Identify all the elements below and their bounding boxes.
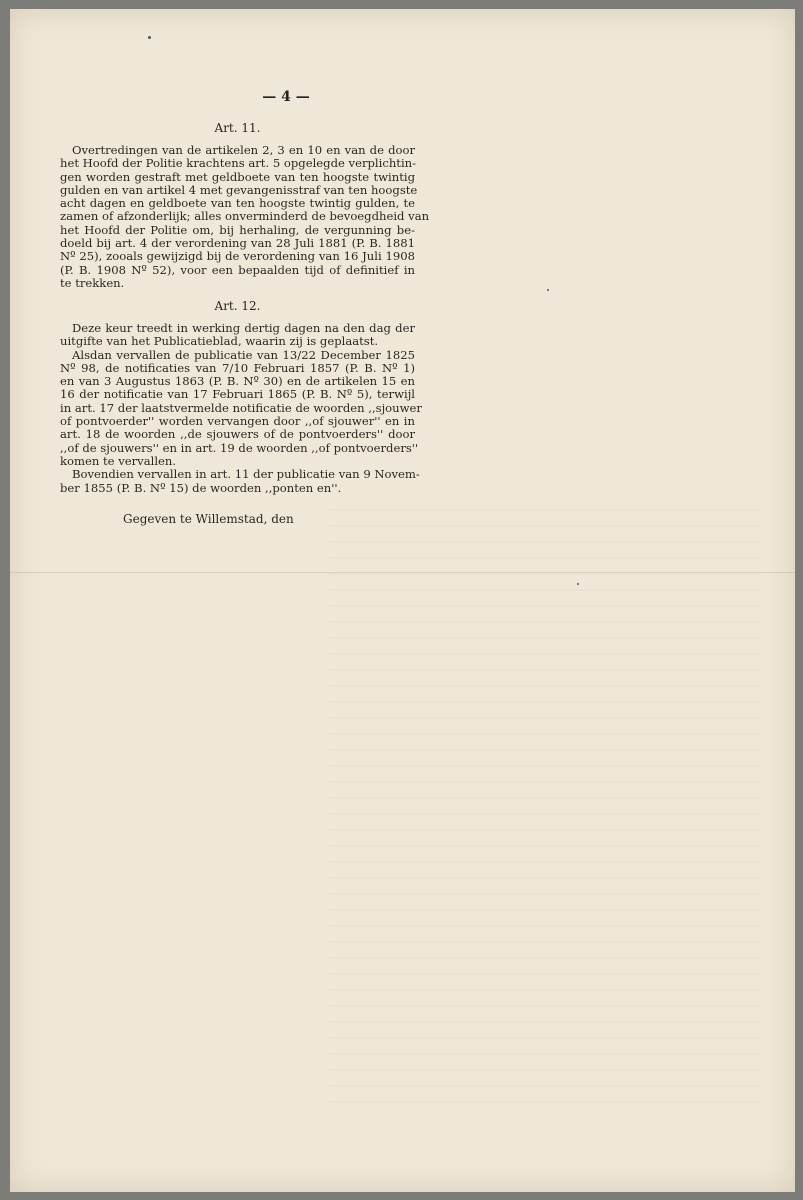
document-page xyxy=(10,9,795,1192)
text-line: Nº 25), zooals gewijzigd bij de verordening van 16 Juli 1908 xyxy=(60,249,415,264)
text-line: gen worden gestraft met geldboete van ten hoogste twintig xyxy=(60,169,415,184)
text-line: Alsdan vervallen de publicatie van 13/22 December 1825 xyxy=(72,347,415,362)
page-number: — 4 — xyxy=(262,89,310,105)
article-11-heading: Art. 11. xyxy=(214,121,261,135)
text-line: of pontvoerder'' worden vervangen door ,,of sjouwer'' en in xyxy=(60,414,415,429)
article-11-text xyxy=(60,143,430,290)
text-line: Nº 98, de notificaties van 7/10 Februari 1857 (P. B. Nº 1) xyxy=(60,360,415,375)
paper-speck xyxy=(577,583,579,585)
text-line: het Hoofd der Politie krachtens art. 5 opgelegde verplichtin- xyxy=(60,156,417,171)
text-line: acht dagen en geldboete van ten hoogste twintig gulden, te xyxy=(60,196,415,211)
article-12-text xyxy=(60,321,422,495)
paper-speck xyxy=(547,289,549,291)
text-line: 16 der notificatie van 17 Februari 1865 (P. B. Nº 5), terwijl xyxy=(60,387,415,402)
text-line: het Hoofd der Politie om, bij herhaling, de vergunning be- xyxy=(60,222,415,237)
text-line: Bovendien vervallen in art. 11 der publicatie van 9 Novem- xyxy=(72,467,420,482)
bleed-through-text xyxy=(330,509,760,1109)
signature-line: Gegeven te Willemstad, den xyxy=(123,512,294,526)
paper-speck xyxy=(148,36,151,39)
text-line: ,,of de sjouwers'' en in art. 19 de woorden ,,of pontvoerders'' xyxy=(60,440,419,455)
text-line: doeld bij art. 4 der verordening van 28 Juli 1881 (P. B. 1881 xyxy=(60,236,415,251)
text-line: Deze keur treedt in werking dertig dagen na den dag der xyxy=(72,321,415,335)
text-line: gulden en van artikel 4 met gevangenisstraf van ten hoogste xyxy=(60,182,418,197)
text-line: zamen of afzonderlijk; alles onverminderd de bevoegdheid van xyxy=(60,209,430,224)
text-line: in art. 17 der laatstvermelde notificatie de woorden ,,sjouwer xyxy=(60,400,422,415)
text-line: Overtredingen van de artikelen 2, 3 en 10 en van de door xyxy=(72,143,415,157)
text-line: art. 18 de woorden ,,de sjouwers of de pontvoerders'' door xyxy=(60,427,415,442)
article-12-heading: Art. 12. xyxy=(214,299,261,313)
text-line: komen te vervallen. xyxy=(60,453,177,468)
text-line: ber 1855 (P. B. Nº 15) de woorden ,,ponten en''. xyxy=(60,480,342,495)
text-line: te trekken. xyxy=(60,275,125,290)
text-line: (P. B. 1908 Nº 52), voor een bepaalden tijd of definitief in xyxy=(60,262,415,277)
text-line: en van 3 Augustus 1863 (P. B. Nº 30) en de artikelen 15 en xyxy=(60,374,415,389)
text-line: uitgifte van het Publicatieblad, waarin zij is geplaatst. xyxy=(60,334,379,349)
